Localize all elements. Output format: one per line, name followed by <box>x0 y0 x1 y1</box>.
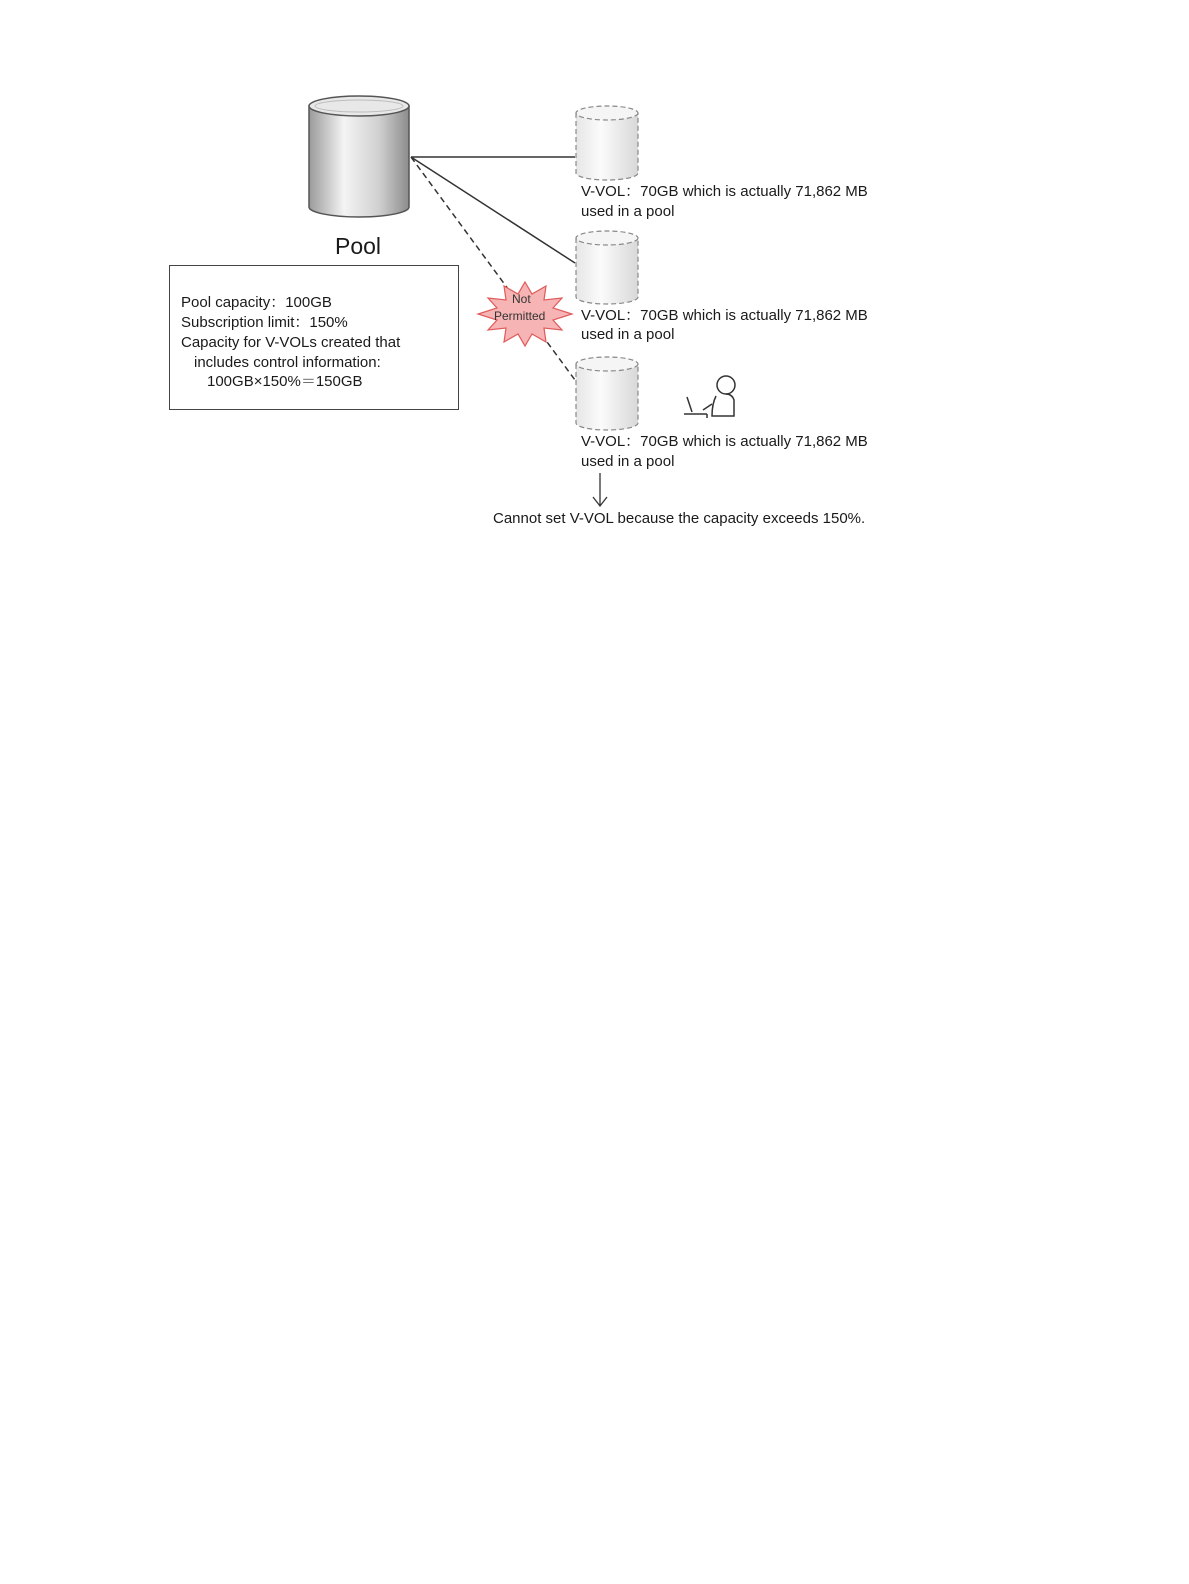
dashed-cylinder-icon <box>576 357 638 430</box>
vvol-2-label-line2: used in a pool <box>581 326 675 343</box>
info-capacity-formula: 100GB×150%＝150GB <box>207 373 363 390</box>
pool-label: Pool <box>335 233 382 259</box>
info-capacity-subheading: includes control information: <box>194 354 381 371</box>
not-permitted-line1: Not <box>512 292 531 306</box>
vvol-1-label-line2: used in a pool <box>581 203 675 220</box>
info-subscription-limit: Subscription limit：150% <box>181 314 348 331</box>
vvol-3-label-line2: used in a pool <box>581 453 675 470</box>
info-pool-capacity: Pool capacity：100GB <box>181 294 332 311</box>
info-box <box>169 265 459 410</box>
database-cylinder-icon <box>309 96 409 217</box>
dashed-cylinder-icon <box>576 106 638 180</box>
info-capacity-heading: Capacity for V-VOLs created that <box>181 334 401 351</box>
vvol-1-label-line1: V-VOL：70GB which is actually 71,862 MB <box>581 183 868 200</box>
conclusion-text: Cannot set V-VOL because the capacity exceeds 150%. <box>493 510 866 527</box>
vvol-2-label-line1: V-VOL：70GB which is actually 71,862 MB <box>581 307 868 324</box>
arrow-down-icon <box>593 473 607 506</box>
user-at-laptop-icon <box>684 376 735 418</box>
not-permitted-line2: Permitted <box>494 309 546 323</box>
dashed-cylinder-icon <box>576 231 638 304</box>
vvol-subscription-diagram <box>0 0 1189 600</box>
connector-line-2 <box>411 157 575 263</box>
vvol-3-label-line1: V-VOL：70GB which is actually 71,862 MB <box>581 433 868 450</box>
